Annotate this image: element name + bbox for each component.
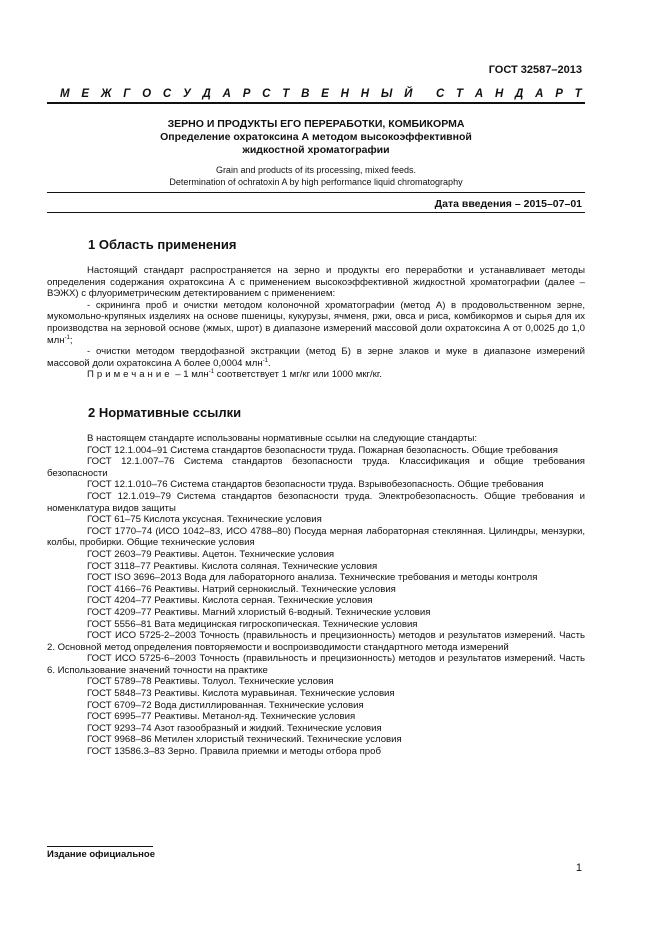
- reference-item: ГОСТ 2603–79 Реактивы. Ацетон. Технические условия: [87, 548, 335, 560]
- reference-item: ГОСТ 5556–81 Вата медицинская гигроскопическая. Технические условия: [87, 618, 418, 630]
- title-sub-1: Определение охратоксина А методом высокоэффективной: [160, 131, 472, 143]
- footer-rule: [47, 846, 153, 847]
- reference-item: ГОСТ 9293–74 Азот газообразный и жидкий. Технические условия: [87, 722, 382, 734]
- section-1-method-b: - очистки методом твердофазной экстракции (метод Б) в зерне злаков и муке в диапазоне измерений массовой доли охратоксина А более 0,0004 млн$^{-1}$.: [47, 346, 585, 369]
- reference-item: ГОСТ 4209–77 Реактивы. Магний хлористый 6-водный. Технические условия: [87, 606, 431, 618]
- reference-item: ГОСТ 5789–78 Реактивы. Толуол. Технические условия: [87, 676, 334, 688]
- reference-item: ГОСТ 6709–72 Вода дистиллированная. Технические условия: [87, 699, 364, 711]
- reference-item: ГОСТ 6995–77 Реактивы. Метанол-яд. Технические условия: [87, 711, 356, 723]
- reference-item: ГОСТ 12.1.004–91 Система стандартов безопасности труда. Пожарная безопасность. Общие требования: [87, 444, 558, 456]
- title-rule: [47, 192, 585, 193]
- page-number: 1: [575, 862, 582, 874]
- document-title: [47, 118, 585, 157]
- standard-code: ГОСТ 32587–2013: [488, 64, 582, 76]
- reference-item: ГОСТ 12.1.007–76 Система стандартов безопасности труда. Классификация и общие требования безопасности: [47, 456, 585, 479]
- title-main: ЗЕРНО И ПРОДУКТЫ ЕГО ПЕРЕРАБОТКИ, КОМБИКОРМА: [167, 118, 465, 130]
- section-2-intro: В настоящем стандарте использованы нормативные ссылки на следующие стандарты:: [87, 433, 478, 444]
- reference-item: ГОСТ ИСО 5725-2–2003 Точность (правильность и прецизионность) методов и результатов измерений. Часть 2. Основной метод определения повторяемости и воспроизводимости стандартного метода измерений: [47, 630, 585, 653]
- reference-item: ГОСТ 12.1.010–76 Система стандартов безопасности труда. Взрывобезопасность. Общие требования: [87, 479, 544, 491]
- section-2-heading: 2 Нормативные ссылки: [88, 405, 242, 420]
- reference-item: ГОСТ ISO 3696–2013 Вода для лабораторного анализа. Технические требования и методы контроля: [87, 572, 538, 584]
- reference-item: ГОСТ 4166–76 Реактивы. Натрий сернокислый. Технические условия: [87, 583, 396, 595]
- section-2-body: [47, 433, 585, 758]
- reference-item: ГОСТ 61–75 Кислота уксусная. Технические условия: [87, 514, 322, 526]
- title-en-2: Determination of ochratoxin A by high performance liquid chromatography: [169, 177, 463, 187]
- section-1-body: [47, 265, 585, 381]
- document-title-english: [47, 164, 585, 188]
- section-1-method-a: - скрининга проб и очистки методом колоночной хроматографии (метод А) в продовольственном зерне, мукомольно-крупяных изделиях на основе пшеницы, кукурузы, ячменя, ржи, овса и риса, комбикормов и сырья для их производства на зерновой основе (жмых, шрот) в диапазоне измерений массовой доли охратоксина А от 0,0025 до 1,0 млн$^{-1}$;: [47, 299, 585, 346]
- reference-item: ГОСТ ИСО 5725-6–2003 Точность (правильность и прецизионность) методов и результатов измерений. Часть 6. Использование значений точности на практике: [47, 653, 585, 676]
- reference-item: ГОСТ 9968–86 Метилен хлористый технический. Технические условия: [87, 734, 402, 746]
- title-en-1: Grain and products of its processing, mixed feeds.: [215, 165, 417, 175]
- reference-item: ГОСТ 4204–77 Реактивы. Кислота серная. Технические условия: [87, 595, 373, 607]
- section-1-heading: 1 Область применения: [88, 237, 237, 252]
- date-rule: [47, 212, 585, 213]
- reference-item: ГОСТ 13586.3–83 Зерно. Правила приемки и методы отбора проб: [87, 746, 381, 758]
- title-sub-2: жидкостной хроматографии: [242, 144, 390, 156]
- section-1-note: Примечание – 1 млн$^{-1}$ соответствует 1 мг/кг или 1000 мкг/кг.: [87, 369, 382, 381]
- official-edition-label: Издание официальное: [47, 849, 155, 860]
- reference-item: ГОСТ 1770–74 (ИСО 1042–83, ИСО 4788–80) Посуда мерная лабораторная стеклянная. Цилиндры, мензурки, колбы, пробирки. Общие технические условия: [47, 525, 585, 549]
- reference-item: ГОСТ 12.1.019–79 Система стандартов безопасности труда. Электробезопасность. Общие требования и номенклатура видов защиты: [47, 490, 585, 514]
- interstate-standard-banner: М Е Ж Г О С У Д А Р С Т В Е Н Н Ы Й С Т А Н Д А Р Т: [60, 88, 582, 100]
- banner-rule: [47, 102, 585, 104]
- reference-item: ГОСТ 5848–73 Реактивы. Кислота муравьиная. Технические условия: [87, 688, 395, 700]
- effective-date: Дата введения – 2015–07–01: [434, 198, 582, 210]
- section-1-paragraph: Настоящий стандарт распространяется на зерно и продукты его переработки и устанавливает методы определения содержания охратоксина А с применением высокоэффективной жидкостной хроматографии (далее – ВЭЖХ) с флуориметрическим детектированием с применением:: [47, 265, 585, 300]
- reference-item: ГОСТ 3118–77 Реактивы. Кислота соляная. Технические условия: [87, 560, 378, 572]
